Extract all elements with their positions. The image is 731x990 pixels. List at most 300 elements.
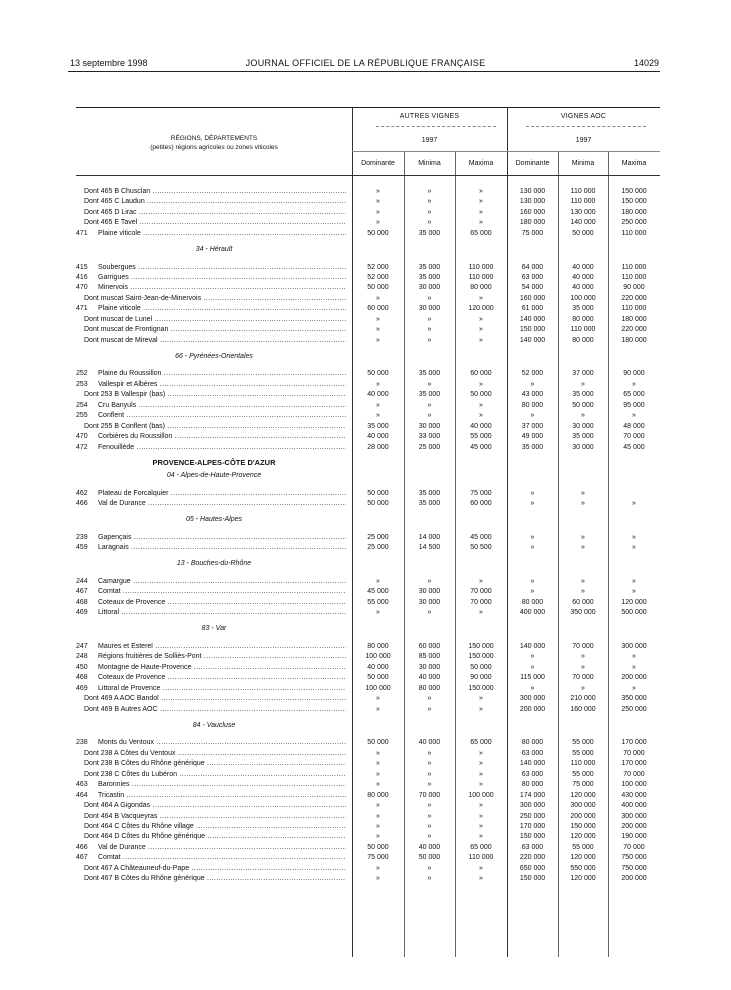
zone-label (98, 263, 346, 273)
table-row (76, 273, 660, 283)
table-cell: » (376, 336, 380, 344)
zone-label (98, 283, 346, 293)
zone-label (98, 587, 346, 597)
zone-label-text: Laragnais (98, 544, 129, 552)
table-cell: » (530, 500, 535, 508)
table-cell: 100 000 (468, 791, 494, 799)
zone-label (84, 694, 346, 704)
group-title-autres-vignes: AUTRES VIGNES (399, 113, 460, 120)
table-cell: 90 000 (470, 674, 492, 682)
table-cell: 61 000 (521, 305, 544, 313)
table-cell: 110 000 (621, 263, 647, 271)
zone-label-text: Dont 253 B Vallespir (bas) (84, 391, 166, 399)
zone-label (98, 673, 346, 683)
zone-code: 238 (76, 739, 88, 747)
zone-label-text: Dont 255 B Conflent (bas) (84, 422, 165, 430)
table-cell: 65 000 (470, 739, 492, 747)
table-row (76, 315, 660, 325)
table-row (76, 577, 660, 587)
table-cell: 40 000 (367, 391, 389, 399)
table-cell: 30 000 (418, 588, 441, 596)
table-cell: 180 000 (621, 208, 647, 216)
table-cell: 35 000 (367, 422, 389, 430)
table-cell: 250 000 (621, 219, 647, 227)
table-cell: 75 000 (367, 854, 389, 862)
table-row (76, 853, 660, 863)
table-cell: 50 000 (367, 370, 389, 378)
zone-label (84, 294, 346, 304)
zone-label-text: Régions fruitières de Solliès-Pont (98, 653, 202, 661)
table-cell: 55 000 (470, 433, 492, 441)
zone-label-text: Coteaux de Provence (98, 598, 166, 606)
table-cell: 110 000 (570, 188, 596, 195)
table-cell: 45 000 (367, 588, 389, 596)
zone-label-text: Dont 465 E Tavel (84, 219, 138, 227)
table-cell: 65 000 (623, 391, 645, 399)
table-cell: » (479, 188, 483, 195)
table-cell: » (376, 864, 380, 872)
table-cell: » (632, 412, 636, 420)
table-cell: 110 000 (468, 273, 494, 281)
page-date: 13 septembre 1998 (70, 58, 148, 68)
table-cell: » (376, 749, 380, 757)
table-cell: 140 000 (519, 643, 546, 650)
table-cell: » (632, 544, 636, 552)
table-cell: » (376, 412, 380, 420)
table-cell: 40 000 (418, 674, 441, 682)
table-cell: » (581, 412, 585, 420)
table-cell: » (479, 802, 483, 810)
zone-label-text: Comtat (98, 588, 121, 596)
department-heading: 84 - Vaucluse (192, 721, 236, 729)
table-cell: 33 000 (418, 433, 441, 441)
table-cell: 110 000 (621, 273, 647, 281)
table-cell: 150 000 (519, 833, 546, 841)
table-cell: 110 000 (468, 263, 494, 271)
table-cell: » (632, 500, 636, 508)
table-cell: » (479, 760, 483, 768)
table-cell: 40 000 (572, 284, 594, 292)
table-row (76, 587, 660, 597)
table-cell: 750 000 (621, 854, 647, 862)
table-cell: 400 000 (621, 802, 647, 810)
table-cell: » (427, 749, 432, 757)
table-cell: 70 000 (470, 588, 492, 596)
zone-code: 450 (76, 663, 88, 671)
zone-label (98, 443, 346, 453)
zone-label (84, 812, 346, 822)
table-cell: 60 000 (572, 598, 594, 606)
zone-code: 462 (76, 489, 88, 497)
table-cell: 170 000 (621, 760, 647, 768)
table-row (76, 780, 660, 790)
table-cell: 50 500 (470, 544, 492, 552)
table-cell: » (530, 684, 535, 692)
table-cell: 400 000 (519, 609, 546, 617)
table-cell: » (632, 380, 636, 388)
zone-label-text: Monts du Ventoux (98, 739, 155, 747)
table-cell: » (581, 663, 585, 671)
table-cell: 130 000 (519, 188, 546, 195)
zone-code: 416 (76, 273, 88, 281)
table-cell: » (530, 577, 535, 585)
zone-label-text: Camargue (98, 577, 131, 585)
table-cell: » (479, 812, 483, 820)
table-cell: » (479, 833, 483, 841)
zone-label-text: Tricastin (98, 791, 125, 799)
table-cell: » (376, 781, 380, 789)
zone-label (98, 684, 346, 694)
table-cell: 170 000 (621, 739, 647, 747)
table-cell: 35 000 (572, 305, 594, 313)
table-cell: » (427, 781, 432, 789)
table-cell: 30 000 (418, 598, 441, 606)
zone-label-text: Plaine viticole (98, 229, 141, 237)
table-cell: » (427, 198, 432, 206)
table-cell: 55 000 (572, 770, 594, 778)
zone-label-text: Comtat (98, 854, 121, 862)
table-cell: 110 000 (570, 326, 596, 334)
zone-label (98, 598, 346, 608)
table-cell: » (581, 577, 585, 585)
zone-label (84, 218, 346, 228)
table-row (76, 380, 660, 390)
group-title-vignes-aoc: VIGNES AOC (560, 113, 607, 120)
zone-code: 253 (76, 380, 88, 388)
table-cell: 40 000 (418, 843, 441, 851)
table-cell: 200 000 (519, 705, 546, 713)
table-cell: 120 000 (570, 833, 596, 841)
table-cell: 63 000 (521, 273, 544, 281)
table-cell: 650 000 (519, 864, 546, 872)
zone-label (98, 380, 346, 390)
zone-label (98, 791, 346, 801)
zone-label-text: Plateau de Forcalquier (98, 489, 169, 497)
table-cell: 45 000 (470, 533, 492, 541)
table-cell: » (427, 336, 432, 344)
table-cell: 50 000 (572, 401, 594, 409)
table-row (76, 325, 660, 335)
table-cell: 350 000 (570, 609, 596, 617)
table-row (76, 598, 660, 608)
header-rule (526, 126, 646, 127)
zone-label (84, 422, 346, 432)
table-row (76, 543, 660, 553)
table-cell: 48 000 (623, 422, 645, 430)
table-cell: 40 000 (367, 663, 389, 671)
zone-label (84, 759, 346, 769)
table-cell: 150 000 (519, 326, 546, 334)
zone-label-text: Dont 469 A AOC Bandol (84, 695, 159, 703)
zone-label (84, 705, 346, 715)
table-cell: 180 000 (519, 219, 546, 227)
table-cell: 250 000 (621, 705, 647, 713)
zone-label-text: Dont 238 B Côtes du Rhône générique (84, 760, 205, 768)
department-heading: 04 - Alpes-de-Haute-Provence (166, 471, 262, 479)
table-cell: 70 000 (418, 791, 441, 799)
zone-label (98, 369, 346, 379)
table-cell: » (427, 315, 432, 323)
table-cell: 40 000 (367, 433, 389, 441)
column-header: Dominante (515, 160, 550, 167)
table-cell: » (581, 533, 585, 541)
zone-label (98, 411, 346, 421)
table-row (76, 642, 660, 652)
zone-label (84, 336, 346, 346)
table-cell: 110 000 (570, 198, 596, 206)
table-cell: 43 000 (521, 391, 544, 399)
table-cell: » (581, 653, 585, 661)
zone-label (98, 853, 346, 863)
table-cell: 250 000 (519, 812, 546, 820)
table-cell: 200 000 (570, 812, 596, 820)
department-heading: 13 - Bouches-du-Rhône (176, 560, 252, 568)
table-cell: 160 000 (570, 705, 596, 713)
table-row (76, 283, 660, 293)
table-cell: 35 000 (418, 391, 441, 399)
table-cell: 115 000 (520, 674, 545, 682)
table-cell: 60 000 (418, 643, 441, 650)
table-cell: » (376, 609, 380, 617)
zone-code: 466 (76, 500, 88, 508)
table-row (76, 390, 660, 400)
table-cell: 37 000 (521, 422, 544, 430)
table-cell: » (376, 823, 380, 830)
table-cell: » (530, 588, 535, 596)
table-cell: » (530, 663, 535, 671)
table-row (76, 229, 660, 239)
zone-label-text: Dont 465 B Chusclan (84, 188, 151, 195)
table-row (76, 304, 660, 314)
table-cell: » (427, 833, 432, 841)
table-cell: 55 000 (367, 598, 389, 606)
table-cell: 150 000 (519, 875, 546, 883)
zone-label (98, 652, 346, 662)
zone-code: 464 (76, 791, 88, 799)
table-cell: 35 000 (418, 489, 441, 497)
zone-code: 244 (76, 577, 88, 585)
table-cell: 50 000 (367, 674, 389, 682)
row-header-subtitle: (petites) régions agricoles ou zones viticoles (150, 144, 278, 151)
zone-label-text: Val de Durance (98, 500, 146, 508)
table-cell: 110 000 (570, 760, 596, 768)
table-cell: » (479, 875, 483, 883)
table-row (76, 738, 660, 748)
zone-code: 470 (76, 433, 88, 441)
table-cell: » (376, 315, 380, 323)
zone-label (98, 533, 346, 543)
table-cell: 50 000 (470, 663, 492, 671)
table-cell: 550 000 (570, 864, 596, 872)
table-cell: 220 000 (519, 854, 546, 862)
zone-label-text: Soubergues (98, 263, 136, 271)
table-cell: 80 000 (572, 336, 594, 344)
table-cell: 35 000 (418, 229, 441, 237)
row-header-title: RÉGIONS, DÉPARTEMENTS (170, 135, 258, 142)
zone-label (84, 315, 346, 325)
table-cell: » (581, 500, 585, 508)
table-cell: 28 000 (367, 443, 389, 451)
table-cell: 150 000 (570, 823, 596, 830)
department-heading: 83 - Var (201, 625, 227, 633)
table-cell: 25 000 (418, 443, 441, 451)
zone-code: 468 (76, 674, 88, 682)
table-cell: 64 000 (521, 263, 544, 271)
zone-label (98, 738, 346, 748)
table-cell: » (427, 695, 432, 703)
table-row (76, 652, 660, 662)
table-cell: 14 500 (418, 544, 441, 552)
table-cell: 300 000 (570, 802, 596, 810)
table-cell: 80 000 (521, 598, 544, 606)
table-cell: » (530, 653, 535, 661)
table-cell: 80 000 (367, 643, 389, 650)
table-row (76, 663, 660, 673)
zone-label-text: Fenouillède (98, 443, 135, 451)
table-cell: 50 000 (367, 739, 389, 747)
table-cell: » (427, 875, 432, 883)
zone-code: 471 (76, 229, 88, 237)
zone-label (98, 229, 346, 239)
zone-label (98, 489, 346, 499)
zone-label-text: Montagne de Haute-Provence (98, 663, 192, 671)
table-cell: 220 000 (621, 294, 647, 302)
zone-label-text: Conflent (98, 412, 125, 420)
zone-label-text: Dont 238 A Côtes du Ventoux (84, 749, 176, 757)
table-cell: » (376, 208, 380, 216)
year-autres-vignes: 1997 (421, 137, 438, 144)
table-cell: » (632, 577, 636, 585)
zone-label-text: Dont 238 C Côtes du Lubéron (84, 770, 178, 778)
table-cell: » (427, 412, 432, 420)
zone-code: 467 (76, 588, 88, 596)
table-cell: 100 000 (570, 294, 596, 302)
table-cell: » (376, 770, 380, 778)
year-vignes-aoc: 1997 (575, 137, 592, 144)
table-row (76, 791, 660, 801)
zone-label-text: Coteaux de Provence (98, 674, 166, 682)
zone-label-text: Littoral de Provence (98, 684, 161, 692)
zone-label (84, 822, 346, 832)
header-rule (352, 151, 660, 152)
zone-label-text: Dont 464 D Côtes du Rhône générique (84, 833, 206, 841)
table-cell: 140 000 (519, 336, 546, 344)
zone-label (98, 843, 346, 853)
table-cell: 160 000 (519, 208, 546, 216)
table-cell: 180 000 (621, 315, 647, 323)
table-cell: 174 000 (519, 791, 546, 799)
zone-code: 467 (76, 854, 88, 862)
table-cell: » (479, 823, 483, 830)
table-cell: » (479, 412, 483, 420)
table-cell: 80 000 (521, 739, 544, 747)
table-cell: » (479, 781, 483, 789)
column-header: Maxima (621, 160, 647, 167)
table-cell: 55 000 (572, 843, 594, 851)
table-cell: 120 000 (621, 598, 647, 606)
table-cell: » (427, 864, 432, 872)
table-cell: » (632, 588, 636, 596)
header-rule (68, 71, 660, 72)
table-cell: 70 000 (572, 643, 594, 650)
table-cell: 80 000 (521, 401, 544, 409)
table-cell: » (479, 695, 483, 703)
department-heading: 66 - Pyrénées-Orientales (175, 352, 253, 360)
table-cell: 30 000 (418, 422, 441, 430)
table-cell: 70 000 (623, 770, 645, 778)
table-cell: 350 000 (621, 695, 647, 703)
table-cell: 70 000 (623, 749, 645, 757)
table-cell: 120 000 (468, 305, 494, 313)
table-cell: 30 000 (572, 443, 594, 451)
table-cell: » (479, 609, 483, 617)
department-heading: 34 - Hérault (195, 245, 233, 253)
table-cell: » (632, 653, 636, 661)
table-cell: 63 000 (521, 843, 544, 851)
table-cell: » (479, 315, 483, 323)
table-cell: » (427, 401, 432, 409)
table-cell: 150 000 (468, 643, 494, 650)
table-cell: 75 000 (572, 781, 594, 789)
table-row (76, 822, 660, 832)
table-cell: » (530, 544, 535, 552)
table-cell: » (376, 695, 380, 703)
table-cell: 120 000 (570, 854, 596, 862)
table-cell: » (376, 760, 380, 768)
table-cell: 180 000 (621, 336, 647, 344)
zone-code: 469 (76, 609, 88, 617)
table-cell: » (427, 188, 432, 195)
table-cell: 60 000 (470, 500, 492, 508)
zone-label (98, 577, 346, 587)
table-cell: 50 000 (572, 229, 594, 237)
table-cell: 130 000 (570, 208, 596, 216)
table-cell: » (479, 326, 483, 334)
zone-label-text: Plaine du Roussillon (98, 370, 162, 378)
zone-code: 459 (76, 544, 88, 552)
table-row (76, 432, 660, 442)
zone-code: 252 (76, 370, 88, 378)
table-cell: 50 000 (418, 854, 441, 862)
table-cell: 150 000 (621, 188, 647, 195)
table-row (76, 770, 660, 780)
table-cell: » (479, 219, 483, 227)
table-cell: 52 000 (367, 263, 389, 271)
table-cell: 80 000 (521, 781, 544, 789)
zone-label (84, 864, 346, 874)
table-cell: 90 000 (623, 284, 645, 292)
table-cell: » (376, 401, 380, 409)
table-cell: » (427, 208, 432, 216)
table-row (76, 336, 660, 346)
table-cell: 110 000 (621, 229, 647, 237)
table-cell: 55 000 (572, 749, 594, 757)
table-row (76, 294, 660, 304)
zone-label-text: Gapençais (98, 533, 132, 541)
zone-label-text: Dont muscat de Lunel (84, 315, 153, 323)
table-row (76, 218, 660, 228)
table-cell: » (427, 577, 432, 585)
table-cell: 40 000 (572, 263, 594, 271)
zone-label (98, 499, 346, 509)
table-cell: 35 000 (418, 500, 441, 508)
table-cell: 100 000 (365, 653, 391, 661)
zone-label-text: Dont 467 A Châteauneuf-du-Pape (84, 864, 190, 872)
zone-label-text: Dont 465 C Laudun (84, 198, 145, 206)
table-cell: 200 000 (621, 875, 647, 883)
table-cell: » (632, 533, 636, 541)
table-cell: 70 000 (623, 433, 645, 441)
